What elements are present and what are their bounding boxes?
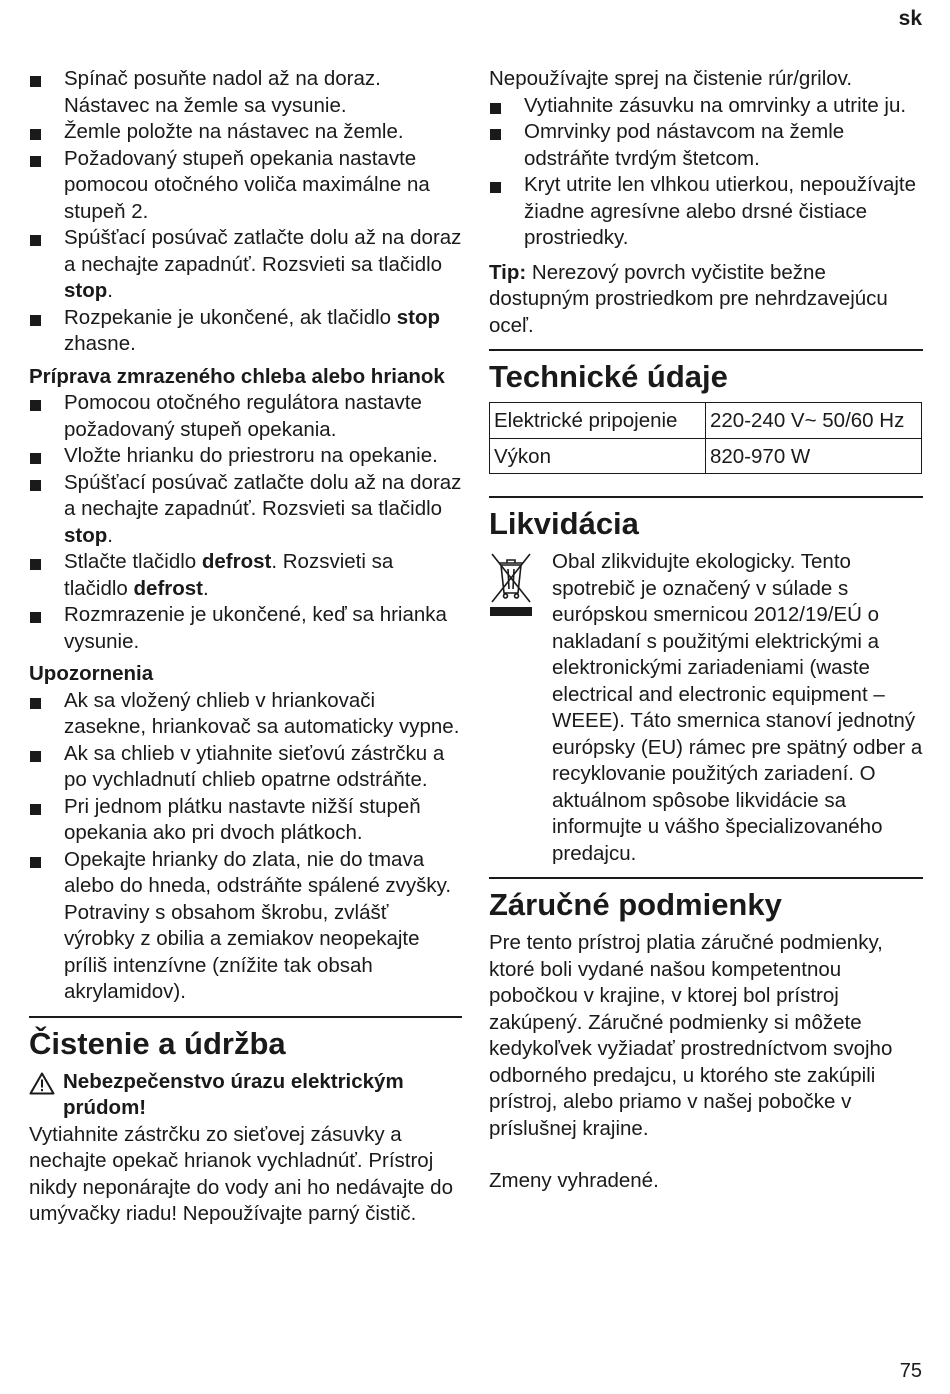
list-item: Opekajte hrianky do zlata, nie do tmava alebo do hneda, odstráňte spálené zvyšky. Potraviny s obsahom škrobu, zvlášť výrobky z obilia a zemiakov neopekajte príliš intenzívne (znížite tak obsah akrylamidov).: [29, 847, 462, 1006]
right-column: [489, 66, 923, 1195]
item-text: Rozpekanie je ukončené, ak tlačidlo: [64, 305, 397, 329]
list-item: Pomocou otočného regulátora nastavte požadovaný stupeň opekania.: [29, 390, 462, 443]
disposal-block: [489, 549, 923, 867]
electric-shock-warning: [29, 1069, 462, 1122]
disposal-text: Obal zlikvidujte ekologicky. Tento spotrebič je označený v súlade s európskou smernicou 2012/19/EÚ o nakladaní s použitými elektrickými a elektronickými zariadeniami (waste electrical and electronic equipment – WEEE). Táto smernica stanoví jednotný európsky (EU) rámec pre spätný odber a recyklovanie použitých zariadení. O aktuálnom spôsobe likvidácie sa informujte u vášho špecializovaného predajcu.: [552, 550, 923, 865]
list-item: Žemle položte na nástavec na žemle.: [29, 119, 462, 146]
warning-text: Nebezpečenstvo úrazu elektrickým prúdom!: [63, 1069, 404, 1119]
tip-label: Tip:: [489, 260, 527, 284]
table-cell-key: Výkon: [490, 438, 706, 474]
list-item: Pri jednom plátku nastavte nižší stupeň opekania ako pri dvoch plátkoch.: [29, 794, 462, 847]
section-divider: [489, 496, 923, 498]
table-cell-value: 820-970 W: [706, 438, 922, 474]
cleaning-title: Čistenie a údržba: [29, 1025, 286, 1061]
stop-label: stop: [396, 305, 441, 329]
item-text: . Rozsvieti sa tlačidlo: [64, 550, 394, 600]
notes-heading: Upozornenia: [29, 662, 154, 685]
list-item: [29, 225, 462, 305]
list-item: [29, 305, 462, 358]
list-item: Spínač posuňte nadol až na doraz. Nástavec na žemle sa vysunie.: [29, 66, 462, 119]
notes-list: [29, 688, 462, 1006]
item-text: .: [107, 279, 113, 302]
table-row: [490, 438, 922, 474]
table-row: [490, 403, 922, 439]
warranty-text: Pre tento prístroj platia záručné podmienky, ktoré boli vydané našou kompetentnou pobočkou v krajine, v ktorej bol prístroj zakúpený. Záručné podmienky si môžete kedykoľvek vyžiadať prostredníctvom svojho odborného predajcu, u ktorého ste zakúpili prístroj, alebo priamo v našej pobočke v príslušnej krajine.: [489, 931, 893, 1140]
item-text: Stlačte tlačidlo: [64, 550, 202, 573]
list-item: Požadovaný stupeň opekania nastavte pomocou otočného voliča maximálne na stupeň 2.: [29, 146, 462, 226]
warranty-title: Záručné podmienky: [489, 887, 782, 922]
section-divider: [489, 349, 923, 351]
list-item: Vytiahnite zásuvku na omrvinky a utrite ju.: [489, 93, 923, 120]
warning-triangle-icon: [29, 1069, 63, 1122]
list-item: [29, 470, 462, 550]
list-item: Ak sa vložený chlieb v hriankovači zasekne, hriankovač sa automaticky vypne.: [29, 688, 462, 741]
page-number: 75: [899, 1359, 922, 1382]
item-text: Spúšťací posúvač zatlačte dolu až na doraz a nechajte zapadnúť. Rozsvieti sa tlačidlo: [64, 226, 462, 276]
cleaning-text: Vytiahnite zástrčku zo sieťovej zásuvky a nechajte opekač hrianok vychladnúť. Prístroj nikdy neponárajte do vody ani ho nedávajte do umývačky riadu! Nepoužívajte parný čistič.: [29, 1122, 453, 1225]
item-text: .: [203, 576, 209, 600]
list-item: Vložte hrianku do priestroru na opekanie.: [29, 443, 462, 470]
defrost-label: defrost: [201, 550, 272, 573]
list-item: Ak sa chlieb v ytiahnite sieťovú zástrčku a po vychladnutí chlieb opatrne odstráňte.: [29, 741, 462, 794]
left-column: [29, 66, 462, 1228]
roll-toasting-steps: [29, 66, 462, 358]
cleaning-steps: [489, 93, 923, 252]
tech-data-title: Technické údaje: [489, 359, 728, 394]
disposal-title: Likvidácia: [489, 506, 639, 541]
section-divider: [489, 877, 923, 879]
list-item: Omrvinky pod nástavcom na žemle odstráňte tvrdým štetcom.: [489, 119, 923, 172]
stop-label: stop: [64, 279, 108, 302]
section-divider: [29, 1016, 462, 1018]
table-cell-key: Elektrické pripojenie: [490, 403, 706, 439]
tech-data-table: [489, 402, 922, 474]
list-item: Kryt utrite len vlhkou utierkou, nepoužívajte žiadne agresívne alebo drsné čistiace prostriedky.: [489, 172, 923, 252]
defrost-label: defrost: [133, 576, 203, 600]
item-text: zhasne.: [64, 332, 136, 355]
changes-reserved-text: Zmeny vyhradené.: [489, 1169, 659, 1192]
frozen-bread-heading: Príprava zmrazeného chleba alebo hrianok: [29, 364, 445, 388]
frozen-bread-steps: [29, 390, 462, 655]
list-item: Rozmrazenie je ukončené, keď sa hrianka vysunie.: [29, 602, 462, 655]
table-cell-value: 220-240 V~ 50/60 Hz: [706, 403, 922, 439]
tip-paragraph: [489, 260, 923, 340]
list-item: [29, 549, 462, 602]
spray-warning-text: Nepoužívajte sprej na čistenie rúr/grilov.: [489, 67, 853, 90]
item-text: Spúšťací posúvač zatlačte dolu až na doraz a nechajte zapadnúť. Rozsvieti sa tlačidlo: [64, 470, 462, 520]
item-text: .: [107, 523, 113, 547]
crossed-out-bin-icon: [489, 549, 552, 867]
tip-text: Nerezový povrch vyčistite bežne dostupným prostriedkom pre nehrdzavejúcu oceľ.: [489, 260, 888, 337]
stop-label: stop: [64, 523, 108, 547]
language-code: sk: [898, 7, 922, 30]
spacer: [489, 1142, 923, 1168]
